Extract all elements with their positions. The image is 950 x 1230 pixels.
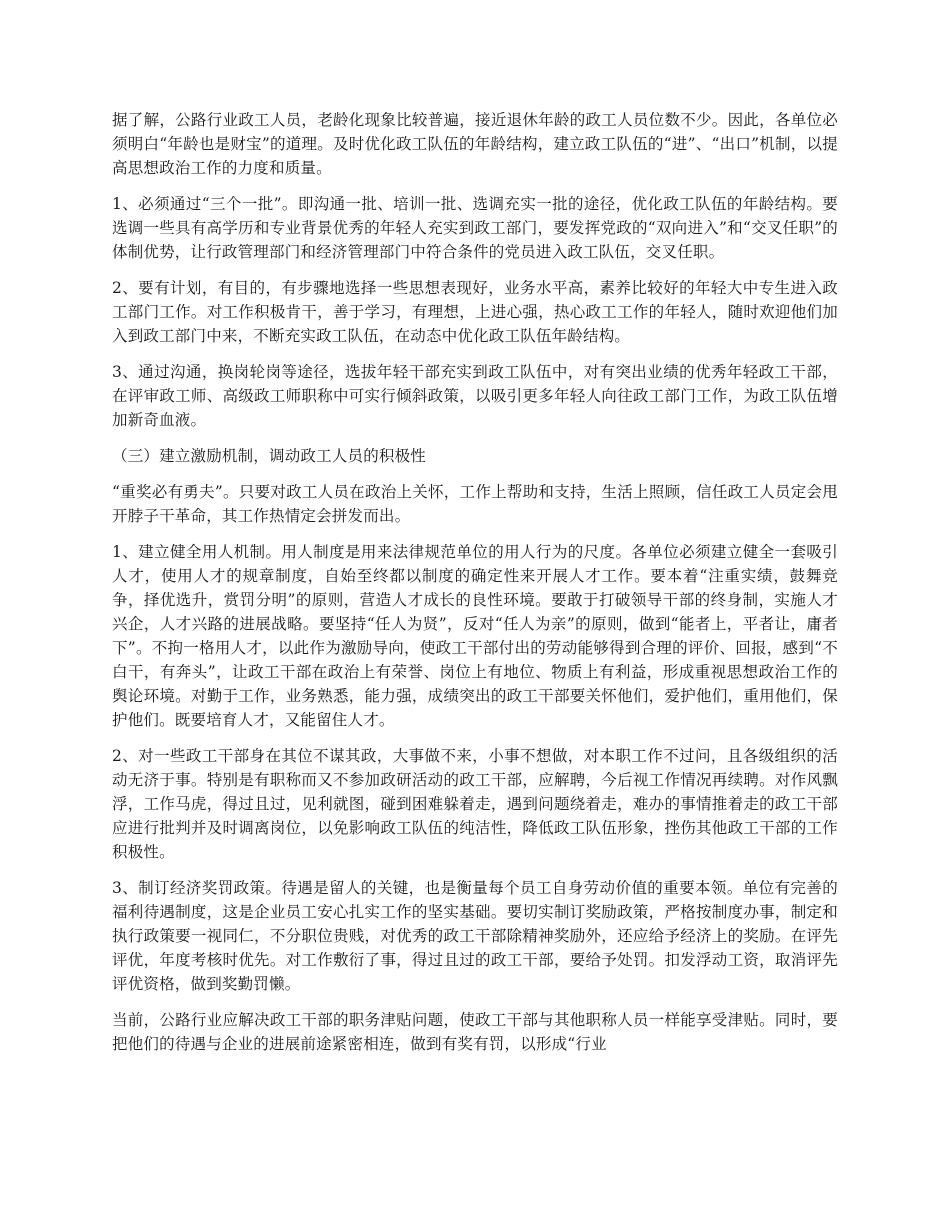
paragraph-three-batches: 1、必须通过“三个一批”。即沟通一批、培训一批、选调充实一批的途径，优化政工队伍的年龄结构。要选调一些具有高学历和专业背景优秀的年轻人充实到政工部门，要发挥党政的“双向进入”和“交叉任职”的体制优势，让行政管理部门和经济管理部门中符合条件的党员进入政工队伍，交叉任职。 [112, 195, 838, 261]
paragraph-planned-selection: 2、要有计划，有目的，有步骤地选择一些思想表现好，业务水平高，素养比较好的年轻大中专生进入政工部门工作。对工作积极肯干，善于学习，有理想，上进心强，热心政工工作的年轻人，随时欢迎他们加入到政工部门中来，不断充实政工队伍，在动态中优化政工队伍年龄结构。 [112, 279, 838, 345]
paragraph-employment-mechanism: 1、建立健全用人机制。用人制度是用来法律规范单位的用人行为的尺度。各单位必须建立健全一套吸引人才，使用人才的规章制度，自始至终都以制度的确定性来开展人才工作。要本着“注重实绩，鼓舞竞争，择优选升，赏罚分明”的原则，营造人才成长的良性环境。要敢于打破领导干部的终身制，实施人才兴企，人才兴路的进展战略。要坚持“任人为贤”，反对“任人为亲”的原则，做到“能者上，平者让，庸者下”。不拘一格用人才，以此作为激励导向，使政工干部付出的劳动能够得到合理的评价、回报，感到“不白干，有奔头”，让政工干部在政治上有荣誉、岗位上有地位、物质上有利益，形成重视思想政治工作的舆论环境。对勤于工作，业务熟悉，能力强，成绩突出的政工干部要关怀他们，爱护他们，重用他们，保护他们。既要培育人才，又能留住人才。 [112, 543, 838, 729]
paragraph-dismissal-policy: 2、对一些政工干部身在其位不谋其政，大事做不来，小事不想做，对本职工作不过问，且各级组织的活动无济于事。特别是有职称而又不参加政研活动的政工干部，应解聘，今后视工作情况再续聘。对作风飘浮，工作马虎，得过且过，见利就图，碰到困难躲着走，遇到问题绕着走，难办的事情推着走的政工干部应进行批判并及时调离岗位，以免影响政工队伍的纯洁性，降低政工队伍形象，挫伤其他政工干部的工作积极性。 [112, 747, 838, 861]
paragraph-job-rotation: 3、通过沟通，换岗轮岗等途径，选拔年轻干部充实到政工队伍中，对有突出业绩的优秀年轻政工干部，在评审政工师、高级政工师职称中可实行倾斜政策，以吸引更多年轻人向往政工部门工作，为政工队伍增加新奇血液。 [112, 363, 838, 429]
document-body [112, 108, 838, 1068]
paragraph-economic-rewards: 3、制订经济奖罚政策。待遇是留人的关键，也是衡量每个员工自身劳动价值的重要本领。单位有完善的福利待遇制度，这是企业员工安心扎实工作的坚实基础。要切实制订奖励政策，严格按制度办事，制定和执行政策要一视同仁，不分职位贵贱，对优秀的政工干部除精神奖励外，还应给予经济上的奖励。在评先评优，年度考核时优先。对工作敷衍了事，得过且过的政工干部，要给予处罚。扣发浮动工资，取消评先评优资格，做到奖勤罚懒。 [112, 879, 838, 993]
section-heading-incentive-mechanism: （三）建立激励机制，调动政工人员的积极性 [112, 447, 427, 465]
paragraph-reward-motto: “重奖必有勇夫”。只要对政工人员在政治上关怀，工作上帮助和支持，生活上照顾，信任政工人员定会甩开脖子干革命，其工作热情定会拼发而出。 [112, 483, 838, 525]
paragraph-age-structure-intro: 据了解，公路行业政工人员，老龄化现象比较普遍，接近退休年龄的政工人员位数不少。因此，各单位必须明白“年龄也是财宝”的道理。及时优化政工队伍的年龄结构，建立政工队伍的“进”、“出口”机制，以提高思想政治工作的力度和质量。 [112, 111, 838, 177]
paragraph-allowance-issue: 当前，公路行业应解决政工干部的职务津贴问题，使政工干部与其他职称人员一样能享受津贴。同时，要把他们的待遇与企业的进展前途紧密相连，做到有奖有罚，以形成“行业 [112, 1011, 838, 1053]
